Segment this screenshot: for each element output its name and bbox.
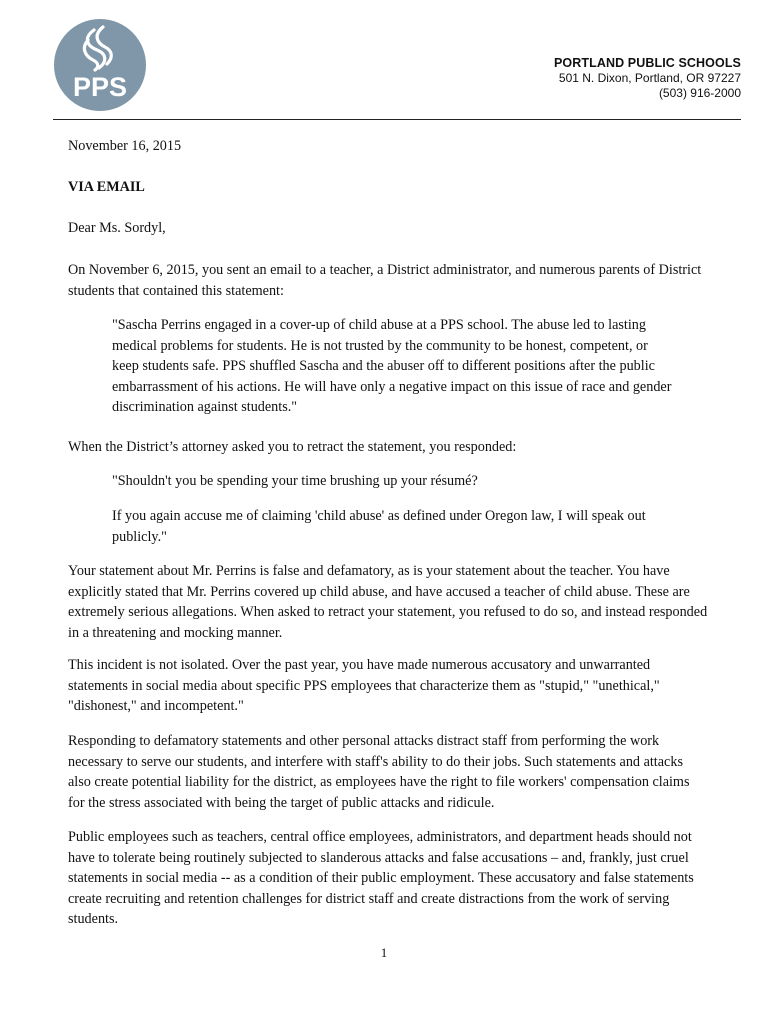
- quote-2a: "Shouldn't you be spending your time brushing up your résumé?: [112, 473, 478, 489]
- paragraph-6: [68, 827, 708, 930]
- quote-2b: [112, 506, 672, 547]
- paragraph-6-text: Public employees such as teachers, central office employees, administrators, and department heads should not have to tolerate being routinely subjected to slanderous attacks and false accusations – and, frankly, just cruel statements in social media -- as a condition of their public employment. These accusatory and false statements create recruiting and retention challenges for district staff and create distractions from the work of serving students.: [68, 829, 694, 927]
- logo-text: PPS: [72, 72, 128, 102]
- delivery-method: VIA EMAIL: [68, 179, 145, 195]
- org-name: PORTLAND PUBLIC SCHOOLS: [553, 56, 741, 70]
- paragraph-3-text: Your statement about Mr. Perrins is false and defamatory, as is your statement about the teacher. You have explicitly stated that Mr. Perrins covered up child abuse, and have accused a teacher of child abuse. These are extremely serious allegations. When asked to retract your statement, you refused to do so, and instead responded in a threatening and mocking manner.: [68, 563, 708, 641]
- paragraph-4: [68, 655, 708, 717]
- paragraph-5: [68, 731, 708, 813]
- paragraph-4-text: This incident is not isolated. Over the past year, you have made numerous accusatory and unwarranted statements in social media about specific PPS employees that characterize them as "stupid," "unethical," "dishonest," and incompetent.": [68, 657, 660, 714]
- salutation: Dear Ms. Sordyl,: [68, 220, 166, 236]
- letterhead-divider: [53, 119, 741, 120]
- org-phone: (503) 916-2000: [658, 86, 741, 100]
- paragraph-1-text: On November 6, 2015, you sent an email to a teacher, a District administrator, and numerous parents of District students that contained this statement:: [68, 262, 702, 299]
- paragraph-5-text: Responding to defamatory statements and other personal attacks distract staff from performing the work necessary to serve our students, and interfere with staff's ability to do their jobs. Such statements and attacks also create potential liability for the district, as employees have the right to file workers' compensation claims for the stress associated with being the target of public attacks and ridicule.: [68, 733, 690, 811]
- paragraph-3: [68, 561, 708, 643]
- letter-date: November 16, 2015: [68, 138, 182, 154]
- org-address-block: [554, 56, 741, 101]
- paragraph-1: [68, 260, 708, 301]
- page-number: 1: [380, 945, 388, 960]
- quote-2b-text: If you again accuse me of claiming 'child abuse' as defined under Oregon law, I will speak out publicly.": [112, 508, 646, 545]
- quote-1-text: "Sascha Perrins engaged in a cover-up of child abuse at a PPS school. The abuse led to lasting medical problems for students. He is not trusted by the community to be honest, competent, or keep students safe. PPS shuffled Sascha and the abuser off to different positions after the public embarrassment of his actions. He will have only a negative impact on this issue of race and gender discrimination against students.": [112, 317, 672, 415]
- org-address: 501 N. Dixon, Portland, OR 97227: [558, 71, 741, 85]
- pps-logo-icon: [53, 18, 147, 112]
- paragraph-2: When the District’s attorney asked you to retract the statement, you responded:: [68, 439, 517, 455]
- quote-1: [112, 315, 672, 418]
